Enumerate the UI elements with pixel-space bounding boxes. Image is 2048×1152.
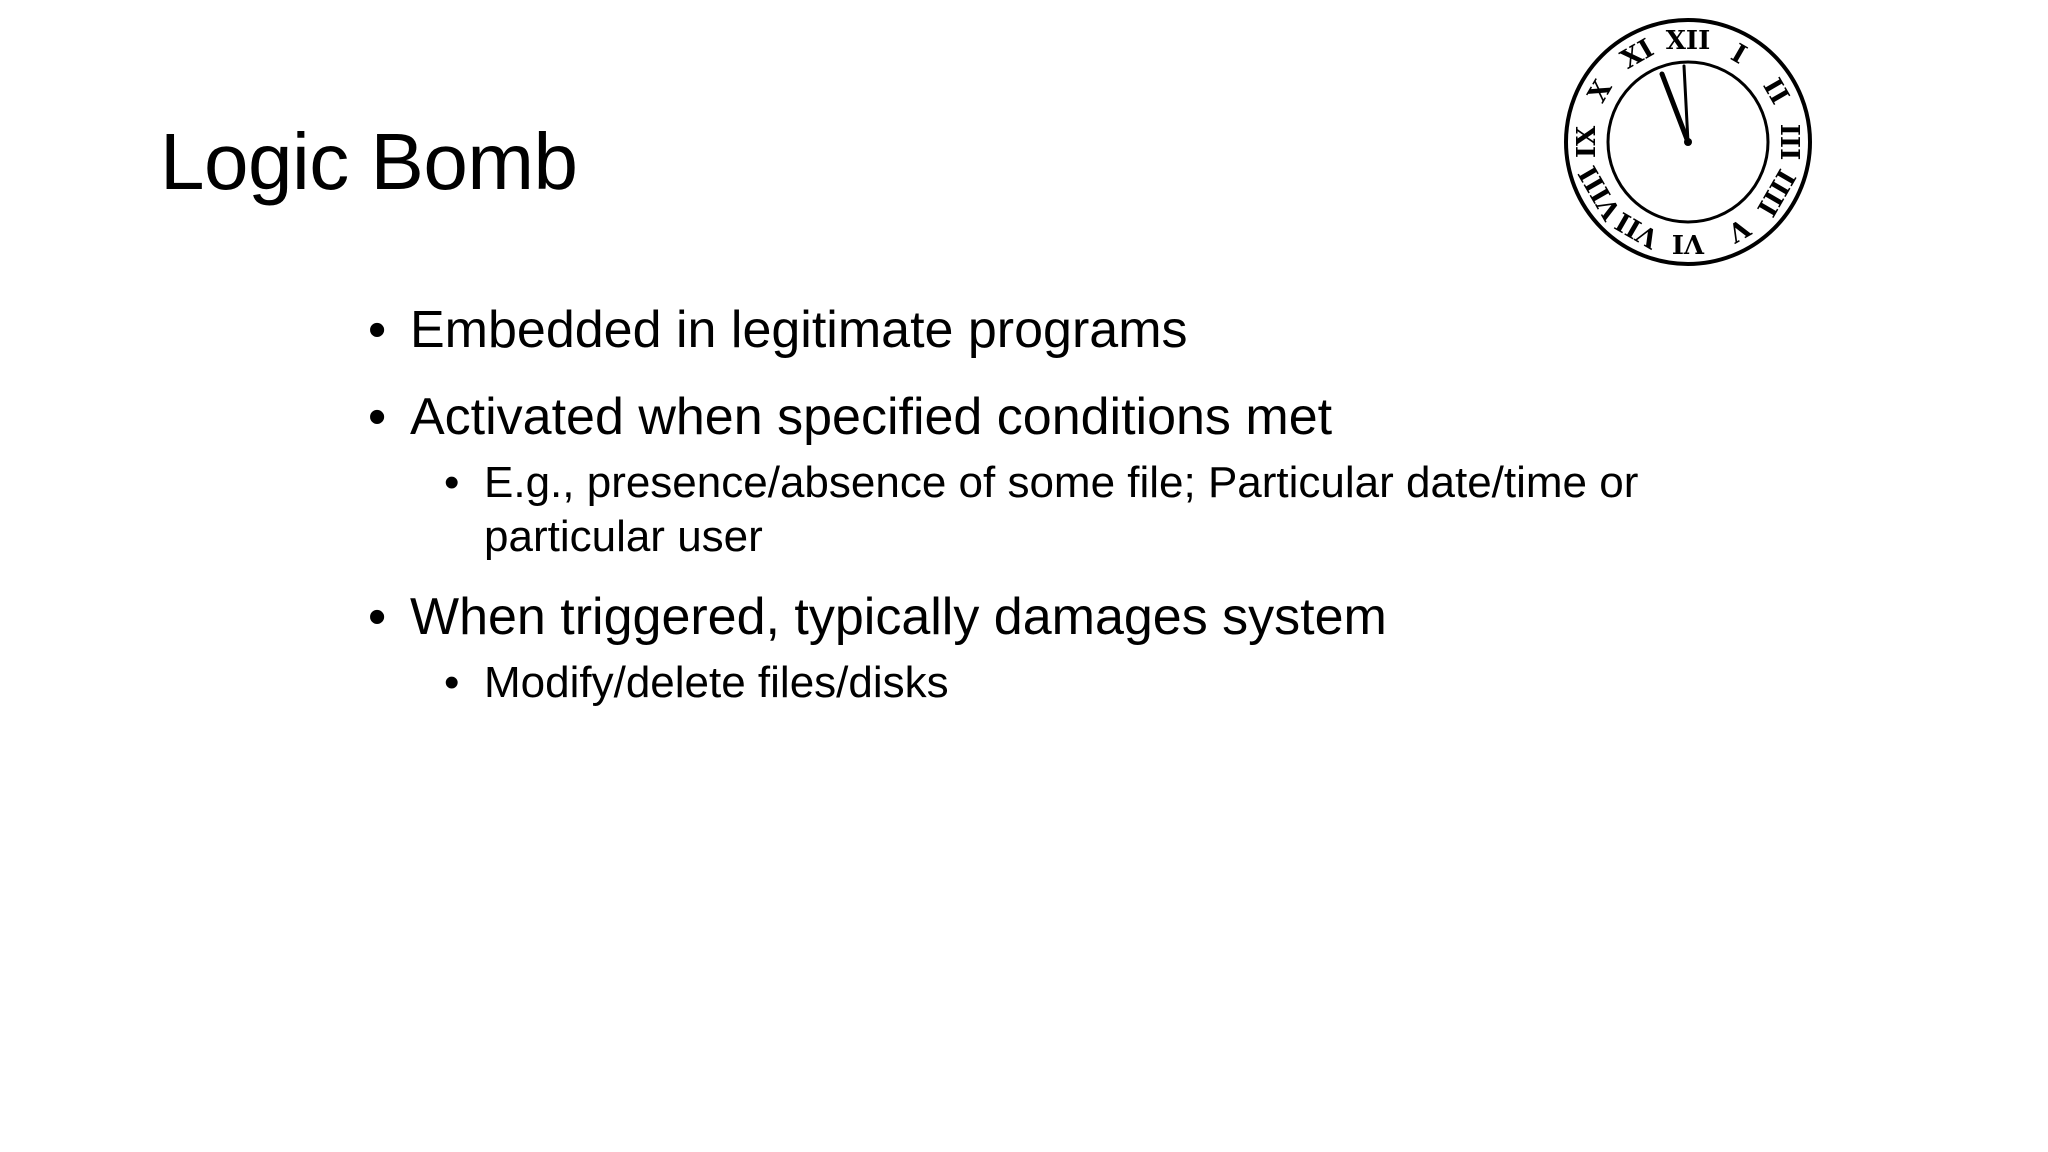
bullet-dot-icon: • [444, 658, 460, 708]
sub-bullet-item [444, 656, 1768, 710]
sub-bullet-text: E.g., presence/absence of some file; Particular date/time or particular user [484, 458, 1639, 561]
clock-numeral: III [1774, 123, 1804, 161]
slide-title: Logic Bomb [160, 117, 578, 206]
bullet-dot-icon: • [444, 458, 460, 507]
bullet-text: Embedded in legitimate programs [410, 301, 1188, 359]
bullet-dot-icon: • [368, 301, 387, 359]
bullet-dot-icon: • [368, 588, 387, 647]
bullet-text: When triggered, typically damages system [410, 588, 1387, 647]
bullet-item [368, 298, 1768, 363]
clock-icon [1560, 14, 1816, 270]
clock-numeral: II [1756, 73, 1795, 110]
clock-numeral: I [1725, 38, 1752, 71]
clock-numeral: IX [1572, 125, 1602, 159]
clock-numeral: VI [1671, 228, 1705, 258]
clock-numeral: VII [1610, 205, 1665, 254]
clock-numeral: V [1722, 211, 1755, 248]
bullet-item [368, 585, 1768, 710]
clock-numeral: VIII [1573, 160, 1628, 225]
clock-numeral: IIII [1750, 163, 1801, 222]
bullet-text: Activated when specified conditions met [410, 388, 1333, 446]
bullet-dot-icon: • [368, 388, 387, 446]
clock-numeral: X [1582, 75, 1619, 108]
bullet-item [368, 385, 1768, 563]
bullet-list [368, 298, 1768, 732]
clock-numeral: XI [1615, 33, 1660, 76]
sub-bullet-text: Modify/delete files/disks [484, 658, 949, 708]
sub-bullet-item [444, 456, 1768, 563]
clock-numeral: XII [1665, 26, 1711, 56]
